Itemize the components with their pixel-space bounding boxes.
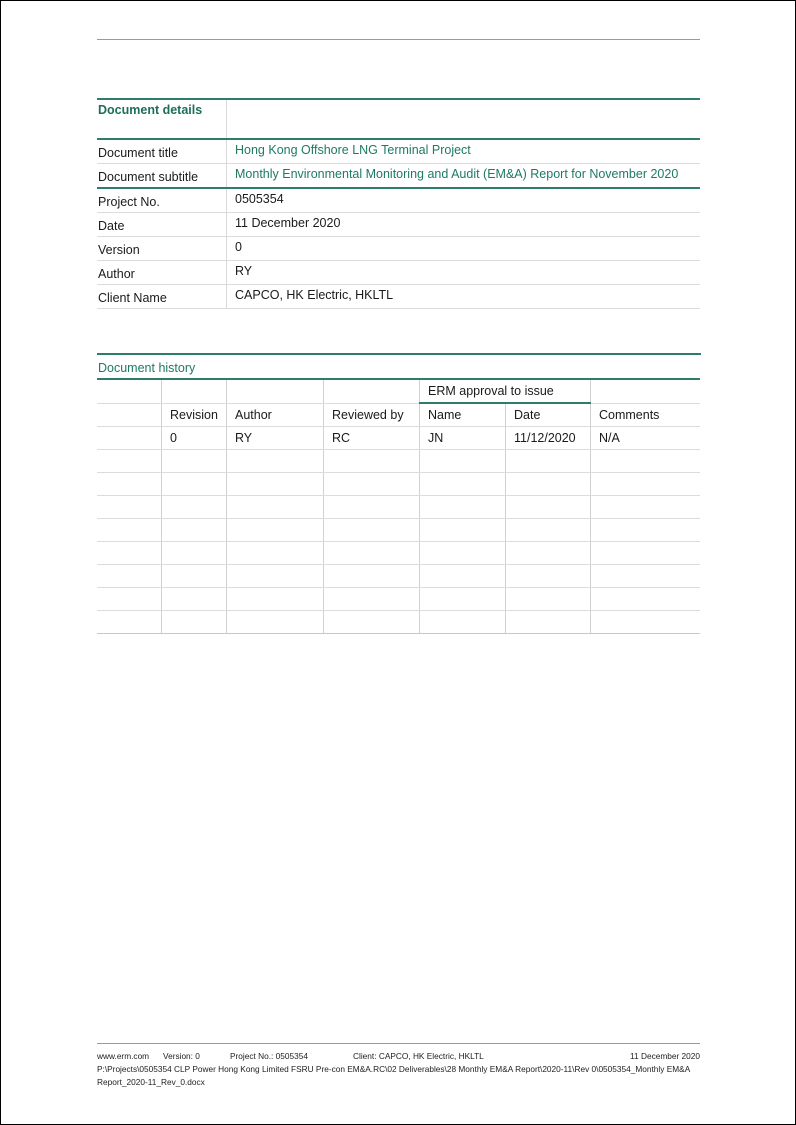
details-row-title <box>97 139 700 164</box>
details-row-author <box>97 261 700 285</box>
details-label: Project No. <box>97 188 227 213</box>
table-row <box>97 588 700 611</box>
footer-client: Client: CAPCO, HK Electric, HKLTL <box>353 1051 484 1061</box>
document-subtitle-value: Monthly Environmental Monitoring and Audit (EM&A) Report for November 2020 <box>227 164 701 189</box>
document-history-heading: Document history <box>97 353 701 379</box>
details-label: Author <box>97 261 227 285</box>
details-row-client <box>97 285 700 309</box>
column-header-author: Author <box>227 403 324 427</box>
page-footer <box>97 1050 700 1089</box>
table-row <box>97 611 700 634</box>
details-row-date <box>97 213 700 237</box>
details-heading: Document details <box>97 99 227 139</box>
document-details-table <box>97 98 700 309</box>
details-label: Document title <box>97 139 227 164</box>
table-row <box>97 473 700 496</box>
details-row-project-no <box>97 188 700 213</box>
table-row <box>97 565 700 588</box>
table-row <box>97 496 700 519</box>
footer-rule <box>97 1043 700 1044</box>
details-row-subtitle <box>97 164 700 189</box>
header-rule <box>97 39 700 40</box>
column-header-reviewed-by: Reviewed by <box>324 403 420 427</box>
details-row-version <box>97 237 700 261</box>
document-history-table <box>97 378 700 634</box>
column-header-name: Name <box>420 403 506 427</box>
details-label: Version <box>97 237 227 261</box>
footer-website: www.erm.com <box>97 1051 150 1061</box>
table-row <box>97 450 700 473</box>
client-name-value: CAPCO, HK Electric, HKLTL <box>227 285 701 309</box>
column-header-revision: Revision <box>162 403 227 427</box>
table-row <box>97 519 700 542</box>
document-title-value: Hong Kong Offshore LNG Terminal Project <box>227 139 701 164</box>
erm-approval-header: ERM approval to issue <box>420 379 591 403</box>
footer-date: 11 December 2020 <box>630 1051 700 1061</box>
column-header-comments: Comments <box>591 403 701 427</box>
details-label: Client Name <box>97 285 227 309</box>
column-header-date: Date <box>506 403 591 427</box>
footer-meta-line <box>97 1050 700 1063</box>
details-label: Document subtitle <box>97 164 227 189</box>
version-value: 0 <box>227 237 701 261</box>
project-no-value: 0505354 <box>227 188 701 213</box>
history-group-header-row <box>97 379 700 403</box>
footer-file-path: P:\Projects\0505354 CLP Power Hong Kong Limited FSRU Pre-con EM&A.RC\02 Deliverables\28 Monthly EM&A Report\2020-11\Rev 0\0505354_Monthly EM&A Report_2020-11_Rev_0.docx <box>97 1064 690 1087</box>
date-value: 11 December 2020 <box>227 213 701 237</box>
column-header <box>97 403 162 427</box>
history-column-header-row <box>97 403 700 427</box>
table-row: 0 RY RC JN 11/12/2020 N/A <box>97 427 700 450</box>
footer-version: Version: 0 <box>163 1051 200 1061</box>
footer-project-no: Project No.: 0505354 <box>230 1051 308 1061</box>
details-label: Date <box>97 213 227 237</box>
table-row <box>97 542 700 565</box>
author-value: RY <box>227 261 701 285</box>
details-header-row <box>97 99 700 139</box>
